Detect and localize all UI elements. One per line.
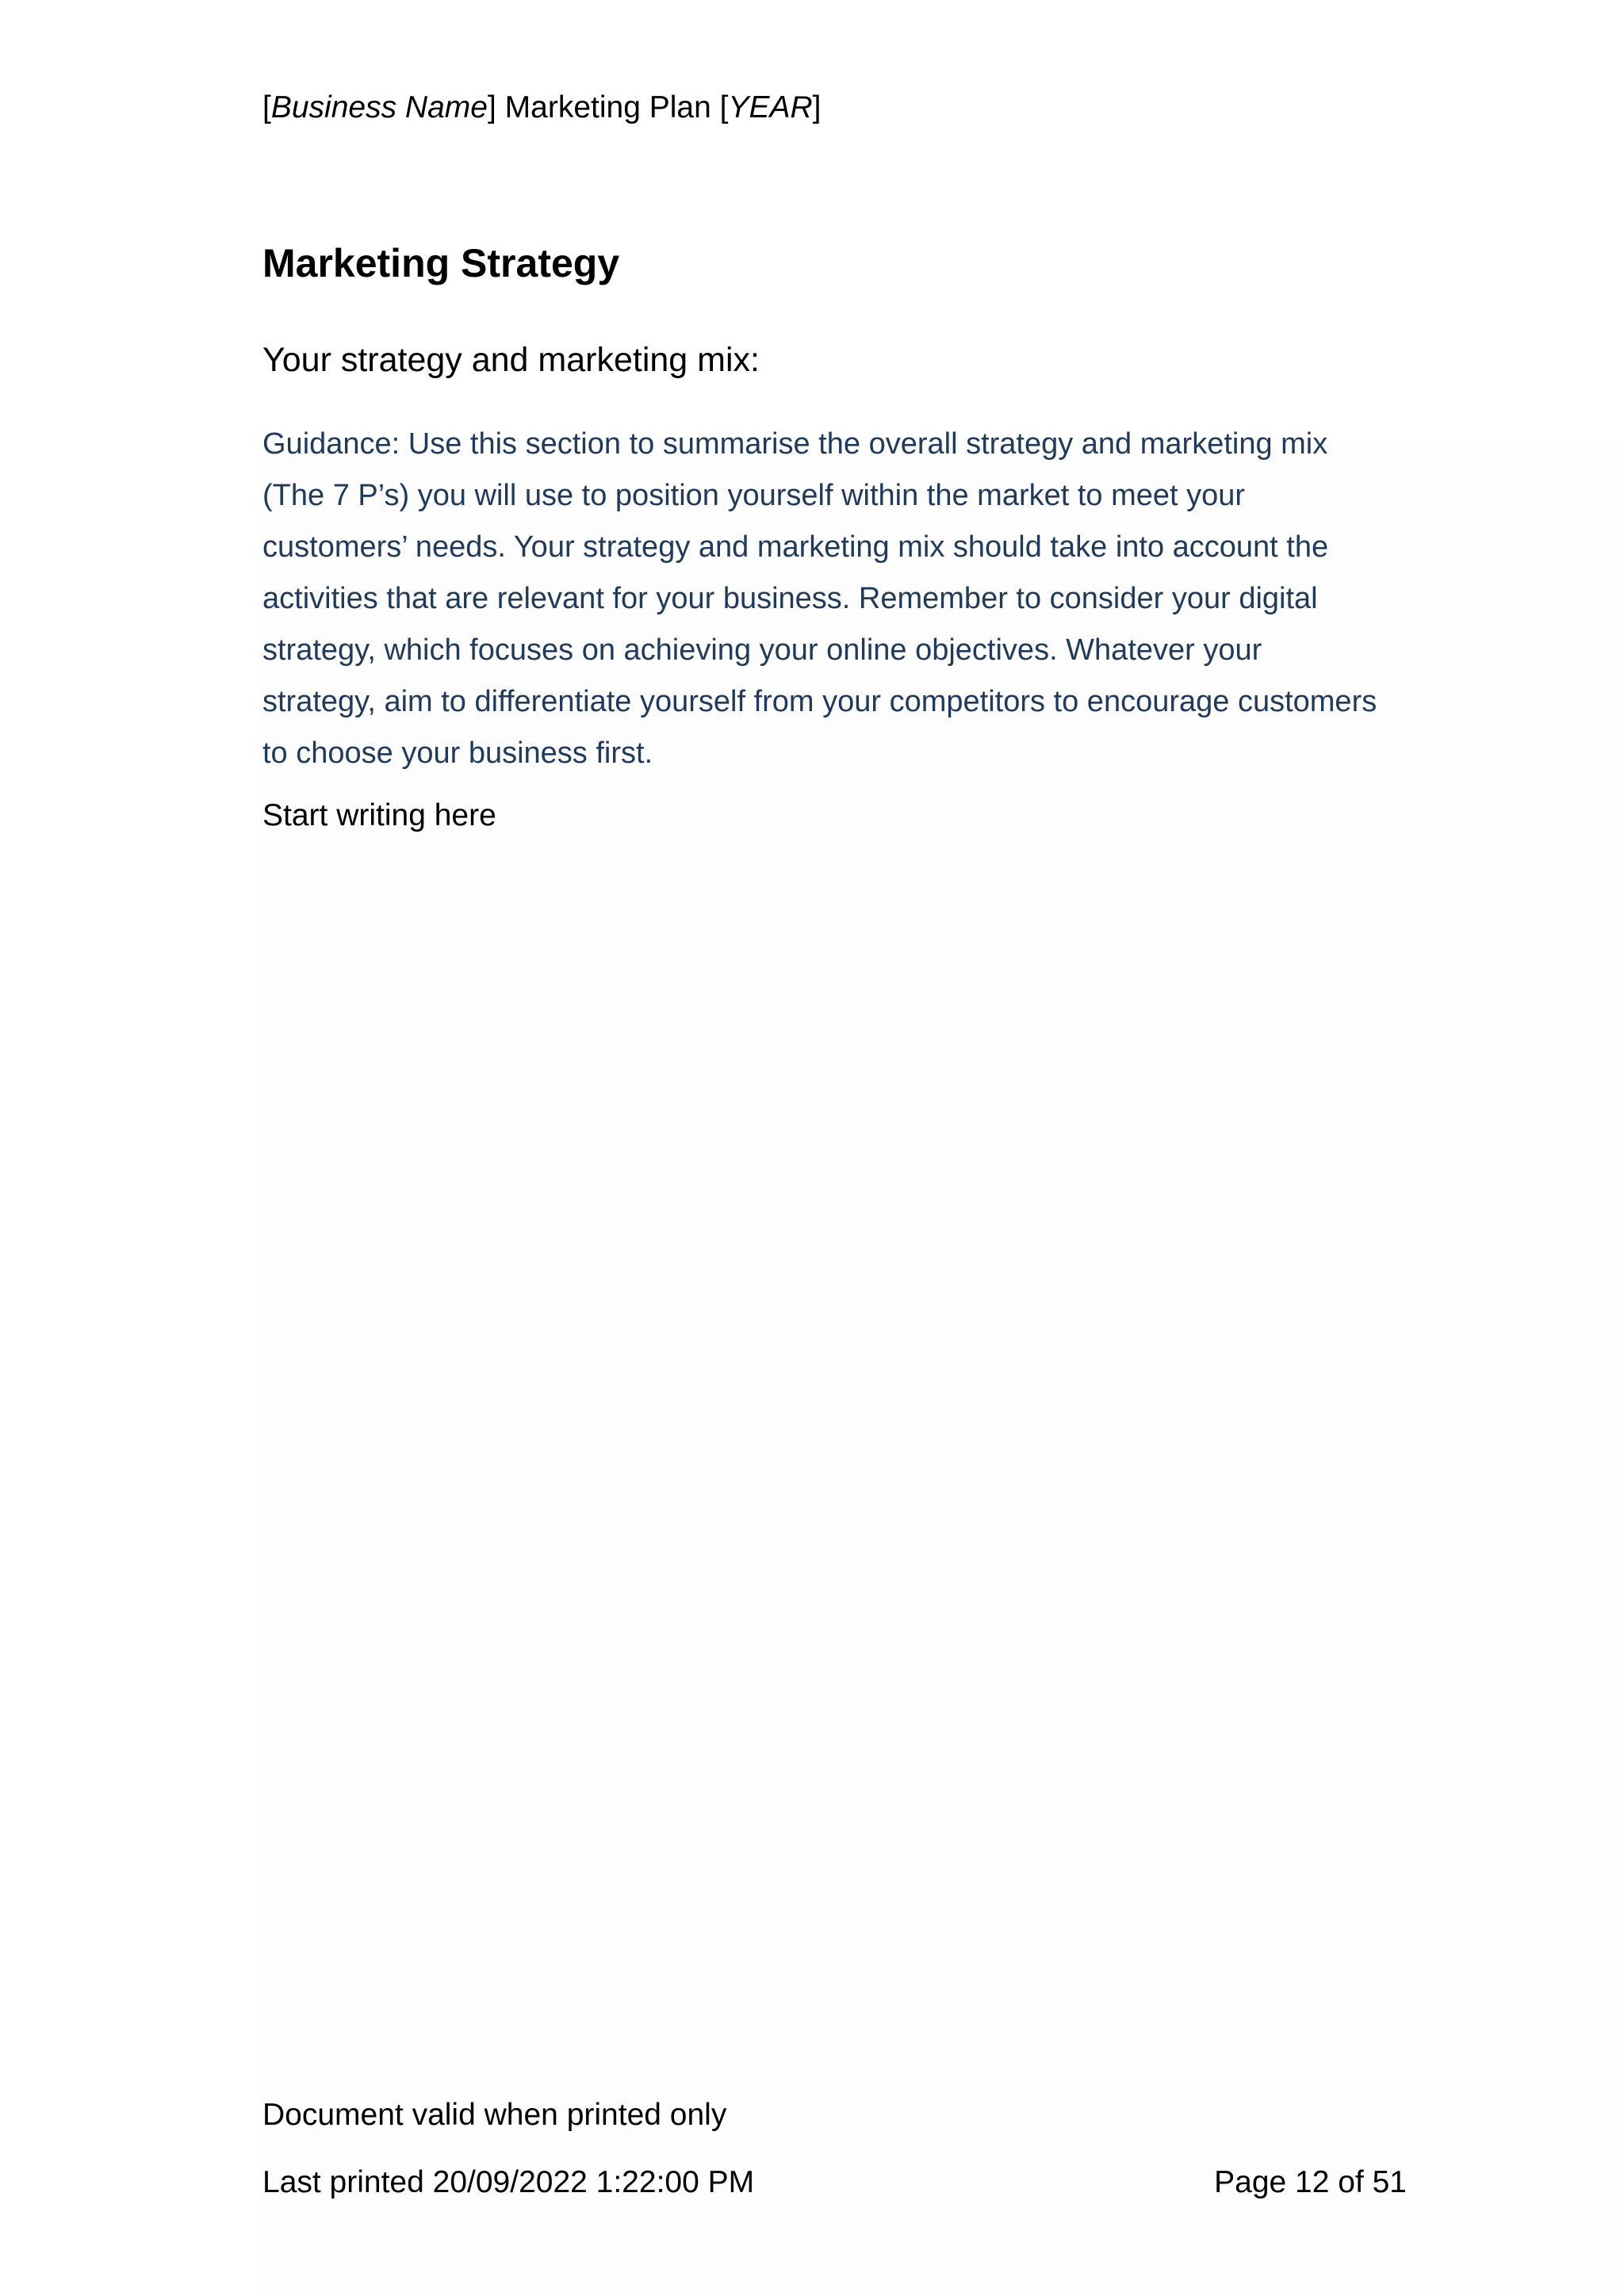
- header-business-name: Business Name: [270, 90, 488, 124]
- guidance-paragraph: [262, 419, 1388, 779]
- header-year: YEAR: [728, 90, 813, 124]
- footer-validity-note: Document valid when printed only: [262, 2098, 727, 2132]
- section-title: Marketing Strategy: [262, 241, 620, 285]
- header-close-bracket-year: ]: [812, 90, 822, 124]
- guidance-line: customers’ needs. Your strategy and marketing mix should take into account the: [262, 530, 1329, 564]
- page-top-area: [0, 0, 1624, 444]
- guidance-line: to choose your business first.: [262, 737, 653, 770]
- writing-placeholder[interactable]: Start writing here: [262, 798, 496, 832]
- header-title-middle: Marketing Plan [: [496, 90, 729, 124]
- guidance-line: strategy, aim to differentiate yourself from your competitors to encourage customers: [262, 685, 1377, 718]
- header-open-bracket: [: [262, 90, 271, 124]
- section-subheading: Your strategy and marketing mix:: [262, 341, 760, 379]
- header-close-bracket: ]: [487, 90, 496, 124]
- guidance-line: (The 7 P’s) you will use to position yourself within the market to meet your: [262, 479, 1246, 512]
- footer-page-number: Page 12 of 51: [1214, 2165, 1407, 2199]
- running-header: [262, 89, 822, 127]
- guidance-line: Guidance: Use this section to summarise the overall strategy and marketing mix: [262, 427, 1328, 461]
- footer-last-printed: Last printed 20/09/2022 1:22:00 PM: [262, 2165, 755, 2199]
- guidance-line: strategy, which focuses on achieving your online objectives. Whatever your: [262, 633, 1262, 667]
- guidance-line: activities that are relevant for your business. Remember to consider your digital: [262, 582, 1318, 615]
